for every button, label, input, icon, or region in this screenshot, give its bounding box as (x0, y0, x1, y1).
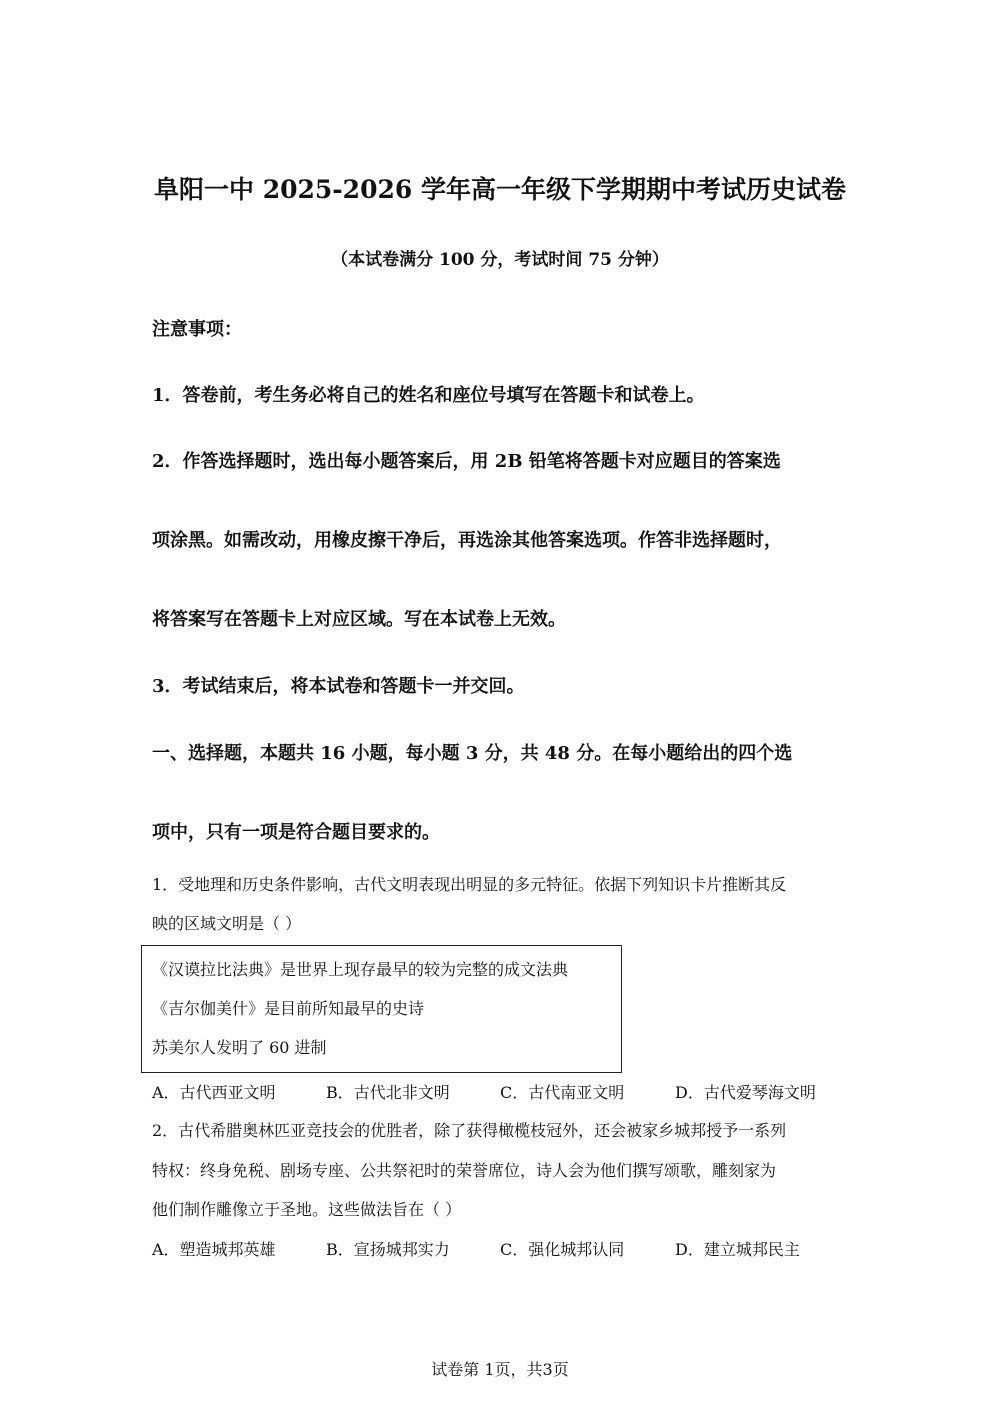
q1-stem-line-2: 映的区域文明是（ ） (152, 914, 302, 933)
q2-stem-line-2: 特权：终身免税、剧场专座、公共祭祀时的荣誉席位，诗人会为他们撰写颂歌，雕刻家为 (152, 1161, 777, 1180)
note-item-2-line-1: 2．作答选择题时，选出每小题答案后，用 2B 铅笔将答题卡对应题目的答案选 (152, 451, 781, 472)
q1-option-d: D．古代爱琴海文明 (675, 1083, 816, 1102)
section-1-heading-line-2: 项中，只有一项是符合题目要求的。 (152, 822, 440, 843)
q2-option-b: B．宣扬城邦实力 (326, 1240, 450, 1259)
note-item-1: 1．答卷前，考生务必将自己的姓名和座位号填写在答题卡和试卷上。 (152, 385, 705, 406)
q2-option-c: C．强化城邦认同 (500, 1240, 625, 1259)
exam-title: 阜阳一中 2025-2026 学年高一年级下学期期中考试历史试卷 (154, 175, 846, 204)
q2-stem-line-1: 2．古代希腊奥林匹亚竞技会的优胜者，除了获得橄榄枝冠外，还会被家乡城邦授予一系列 (152, 1121, 787, 1140)
card-line-3: 苏美尔人发明了 60 进制 (152, 1038, 327, 1057)
q2-stem-line-3: 他们制作雕像立于圣地。这些做法旨在（ ） (152, 1200, 462, 1219)
page-number-footer: 试卷第 1页，共3页 (431, 1360, 569, 1379)
q2-option-d: D．建立城邦民主 (675, 1240, 800, 1259)
section-1-heading-line-1: 一、选择题，本题共 16 小题，每小题 3 分，共 48 分。在每小题给出的四个选 (152, 743, 793, 764)
q1-option-a: A．古代西亚文明 (152, 1083, 276, 1102)
notes-heading: 注意事项： (152, 319, 242, 340)
q2-option-a: A．塑造城邦英雄 (152, 1240, 276, 1259)
note-item-2-line-2: 项涂黑。如需改动，用橡皮擦干净后，再选涂其他答案选项。作答非选择题时， (152, 530, 782, 551)
q1-knowledge-card (141, 945, 622, 1073)
card-line-1: 《汉谟拉比法典》是世界上现存最早的较为完整的成文法典 (152, 960, 569, 979)
note-item-3: 3．考试结束后，将本试卷和答题卡一并交回。 (152, 676, 525, 697)
q1-option-b: B．古代北非文明 (326, 1083, 450, 1102)
exam-subtitle: （本试卷满分 100 分，考试时间 75 分钟） (331, 250, 669, 270)
card-line-2: 《吉尔伽美什》是目前所知最早的史诗 (152, 999, 425, 1018)
q1-option-c: C．古代南亚文明 (500, 1083, 625, 1102)
q1-stem-line-1: 1．受地理和历史条件影响，古代文明表现出明显的多元特征。依据下列知识卡片推断其反 (152, 875, 787, 894)
note-item-2-line-3: 将答案写在答题卡上对应区域。写在本试卷上无效。 (152, 609, 566, 630)
